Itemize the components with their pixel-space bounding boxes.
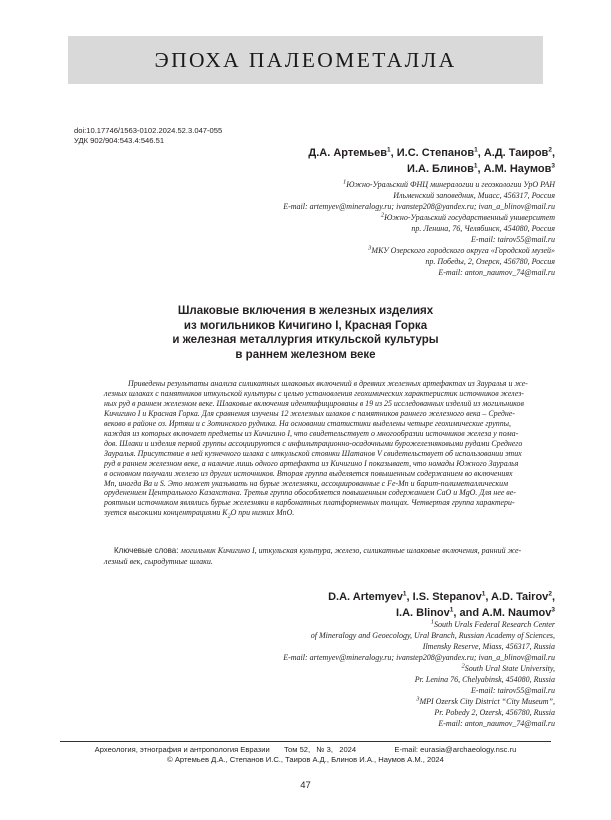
- authors-ru-line2: И.А. Блинов$^1$, А.М. Наумов$^3$: [407, 161, 555, 175]
- affiliations-en: [283, 619, 555, 729]
- abstract-line: роятным источником являлись бурые железняки в карбонатных платформенных толщах. Четвертая группа характери-: [104, 498, 515, 508]
- abstract-line: каждая из которых включает предметы из Кичигино I, что свидетельствует о многообразии источников железа у noма-: [104, 428, 519, 438]
- footer-rule: [60, 741, 551, 742]
- abstract-line: дов. Шлаки и изделия первой группы ассоциируются с инфильтрационно-осадочными бурожелезняковыми рудами Среднего: [104, 438, 523, 448]
- affiliations-ru: [283, 179, 555, 278]
- email-line: E-mail: artemyev@mineralogy.ru; ivanstep208@yandex.ru; ivan_a_blinov@mail.ru: [283, 653, 555, 662]
- authors-en-line2: I.A. Blinov$^1$, and A.M. Naumov$^3$: [395, 605, 555, 619]
- journal-year: 2024: [339, 745, 357, 754]
- keywords-text: могильник Кичигино I, иткульская культура, железо, силикатные шлаковые включения, ранний же-: [180, 546, 522, 555]
- journal-volume: Том 52,: [283, 745, 311, 754]
- keywords: [104, 546, 551, 567]
- journal-issue: № 3,: [316, 745, 333, 754]
- abstract-line: зуется высокими концентрациями $K_2O$ при низких MnO.: [104, 508, 295, 520]
- email-line: E-mail: anton_naumov_74@mail.ru: [438, 719, 555, 728]
- authors-en-line1: D.A. Artemyev$^1$, I.S. Stepanov$^1$, A.D. Tairov$^2$,: [328, 590, 555, 603]
- affiliation-line: $^1$South Urals Federal Research Center: [430, 618, 555, 629]
- affiliation-line: пр. Ленина, 76, Челябинск, 454080, Россия: [411, 224, 555, 233]
- footer-journal-line: [60, 745, 551, 755]
- affiliation-line: Ильменский заповедник, Миасс, 456317, Россия: [393, 191, 555, 200]
- abstract-line: Приведены результаты анализа силикатных шлаковых включений в древних железных артефактах из Зауралья и же-: [128, 379, 528, 388]
- section-banner: [68, 36, 543, 84]
- email-line: E-mail: tairov55@mail.ru: [471, 235, 555, 244]
- article-title: Шлаковые включения в железных изделиях из могильников Кичигино I, Красная Горка и железная металлургия иткульской культуры в раннем железном веке: [172, 305, 439, 361]
- affiliation-line: Ilmensky Reserve, Miass, 456317, Russia: [422, 642, 555, 651]
- authors-en: [328, 590, 555, 621]
- doi: doi:10.17746/1563-0102.2024.52.3.047-055: [74, 126, 223, 135]
- abstract-line: веково в районе оз. Иртяш и с Зотинского рудника. На основании статистики выделены четыре геохимические группы,: [104, 418, 511, 428]
- affiliation-line: $^3$MPI Ozersk City District “City Museum”,: [416, 695, 555, 706]
- affiliation-line: $^2$South Ural State University,: [461, 662, 555, 673]
- abstract-line: Mn, иногда Ba и S. Это может указывать на бурые железняки, ассоциированные с Fe-Mn и барит-полиметаллическим: [104, 478, 509, 488]
- udk: УДК 902/904:543.4:546.51: [74, 136, 165, 145]
- page-number: 47: [300, 780, 311, 791]
- affiliation-line: $^1$Южно-Уральский ФНЦ минералогии и геоэкологии УрО РАН: [342, 178, 555, 189]
- abstract-line: лезных шлаках с памятников иткульской культуры с целью установления геохимических характеристик источников желез-: [104, 388, 524, 398]
- abstract-line: Кичигино I и Красная Горка. Для сравнения изучены 12 железных шлаков с памятников раннего железного века – Средне-: [104, 408, 515, 418]
- affiliation-line: пр. Победы, 2, Озерск, 456780, Россия: [425, 257, 555, 266]
- abstract: [104, 379, 551, 523]
- abstract-line: руд в раннем железном веке, а наличие лишь одного артефакта из Кичигино I показывает, что номады Южного Зауралья: [104, 458, 519, 468]
- authors-ru-line1: Д.А. Артемьев$^1$, И.С. Степанов$^1$, А.Д. Таиров$^2$,: [308, 146, 555, 159]
- section-title: ЭПОХА ПАЛЕОМЕТАЛЛА: [154, 47, 457, 72]
- keywords-text: лезный век, сыродутные шлаки.: [104, 556, 213, 566]
- abstract-line: ных руд в раннем железном веке. Шлаковые включения идентифицированы в 19 из 25 исследованных изделий из могильников: [104, 398, 524, 408]
- abstract-line: Зауралья. Присутствие в ней кузнечного шлака с иткульской стоянки Шатанов V свидетельствует об использовании этих: [104, 448, 522, 458]
- abstract-line: оруденением Центрального Казахстана. Третья группа обособляется повышенным содержанием CaO и MgO. Для нее ве-: [104, 488, 516, 498]
- email-line: E-mail: artemyev@mineralogy.ru; ivanstep208@yandex.ru; ivan_a_blinov@mail.ru: [283, 202, 555, 211]
- abstract-line: в основном получали железо из других источников. Вторая группа выделяется повышенным содержанием во включениях: [104, 468, 513, 478]
- journal-name: Археология, этнография и антропология Евразии: [94, 745, 270, 754]
- affiliation-line: Pr. Pobedy 2, Ozersk, 456780, Russia: [434, 708, 555, 717]
- copyright: © Артемьев Д.А., Степанов И.С., Таиров А.Д., Блинов И.А., Наумов А.М., 2024: [167, 755, 444, 764]
- affiliation-line: $^2$Южно-Уральский государственный университет: [380, 211, 555, 222]
- authors-ru: [308, 146, 555, 177]
- email-line: E-mail: tairov55@mail.ru: [471, 686, 555, 695]
- journal-email: E-mail: eurasia@archaeology.nsc.ru: [394, 745, 517, 754]
- email-line: E-mail: anton_naumov_74@mail.ru: [438, 268, 555, 277]
- keywords-label: Ключевые слова:: [114, 546, 179, 555]
- affiliation-line: $^3$МКУ Озерского городского округа «Городской музей»: [368, 244, 555, 255]
- affiliation-line: of Mineralogy and Geoecology, Ural Branch, Russian Academy of Sciences,: [310, 631, 555, 640]
- affiliation-line: Pr. Lenina 76, Chelyabinsk, 454080, Russia: [414, 675, 555, 684]
